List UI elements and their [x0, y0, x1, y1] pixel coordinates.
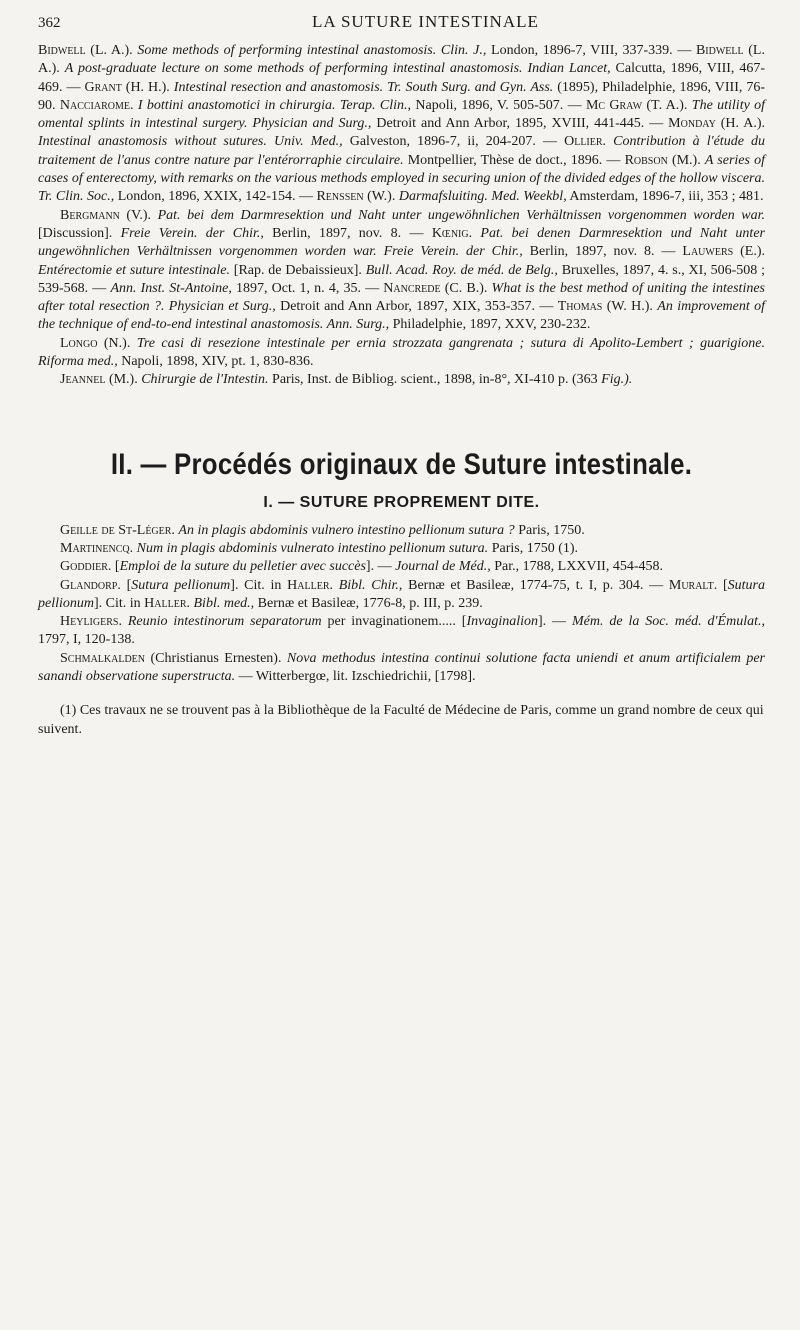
citation-text: Napoli, 1898, XIV, pt. 1, 830-836.: [117, 354, 314, 370]
author-name: Kœnig.: [431, 225, 473, 241]
author-name: Bidwell (L. A.).: [38, 43, 765, 77]
citation-text: [: [717, 577, 728, 593]
citation-text: Montpellier, Thèse de doct., 1896. —: [403, 152, 625, 168]
work-title: Fig.).: [601, 372, 633, 388]
bibliography-entry: [38, 335, 765, 372]
author-name: Glandorp.: [60, 577, 121, 593]
work-title: Bibl. med.,: [193, 595, 255, 611]
citation-text: Bruxelles, 1897, 4. s., XI, 506-508 ; 539-568. —: [38, 262, 765, 296]
bibliography-continued: [38, 42, 765, 390]
author-name: Thomas (W. H.).: [557, 299, 653, 315]
page-header: [38, 12, 765, 42]
author-name: Goddier.: [60, 559, 112, 575]
citation-text: ]. —: [538, 614, 572, 630]
bibliography-entry: [38, 371, 765, 389]
work-title: Intestinal anastomosis without sutures. Univ. Med.,: [38, 134, 343, 150]
work-title: Reunio intestinorum separatorum: [127, 614, 322, 630]
author-name: Renssen (W.).: [316, 189, 396, 205]
running-title: LA SUTURE INTESTINALE: [312, 12, 539, 31]
citation-text: Bernæ et Basileæ, 1776-8, p. III, p. 239.: [254, 595, 483, 611]
bibliography-entry: [38, 613, 765, 650]
author-name: Bergmann (V.).: [60, 207, 152, 223]
work-title: Bibl. Chir.,: [338, 577, 403, 593]
work-title: Num in plagis abdominis vulnerato intestino pellionum sutura.: [136, 540, 489, 556]
work-title: Mém. de la Soc. méd. d'Émulat.,: [571, 614, 765, 630]
work-title: Chirurgie de l'Intestin.: [141, 372, 269, 388]
work-title: Entérectomie et suture intestinale.: [38, 262, 230, 278]
citation-text: 1897, Oct. 1, n. 4, 35. —: [231, 280, 384, 296]
author-name: Martinencq.: [60, 540, 134, 556]
work-title: A post-graduate lecture on some methods of performing intestinal anastomosis. Indian Lancet,: [64, 61, 611, 77]
author-name: Lauwers (E.).: [682, 244, 765, 260]
bibliography-entry: [38, 522, 765, 540]
bibliography-entry: [38, 577, 765, 614]
citation-text: Detroit and Ann Arbor, 1897, XIX, 353-357. —: [275, 299, 558, 315]
subsection-title: I. — SUTURE PROPREMENT DITE.: [263, 493, 540, 511]
author-name: Robson (M.).: [624, 152, 701, 168]
author-name: Geille de St-Léger.: [60, 522, 175, 538]
citation-text: [: [111, 559, 120, 575]
work-title: Intestinal resection and anastomosis. Tr. South Surg. and Gyn. Ass.: [173, 79, 554, 95]
citation-text: ]. —: [365, 559, 396, 575]
author-name: Nacciarome.: [59, 97, 134, 113]
work-title: Pat. bei dem Darmresektion und Naht unter ungewöhnlichen Verhältnissen vorgenommen worden war.: [157, 207, 765, 223]
work-title: An in plagis abdominis vulnero intestino pellionum sutura ?: [178, 522, 515, 538]
author-name: Bidwell (L. A.).: [38, 43, 133, 58]
citation-text: (1895), Philadelphie, 1896, VIII, 76-90.: [38, 79, 765, 113]
work-title: A series of cases of enterectomy, with remarks on the various methods employed in securing union of the divided edges of the hollow viscera. Tr. Clin. Soc.,: [38, 152, 765, 205]
work-title: Bull. Acad. Roy. de méd. de Belg.,: [365, 262, 558, 278]
footnote: (1) Ces travaux ne se trouvent pas à la Bibliothèque de la Faculté de Médecine de Paris, comme un grand nombre de ceux qui suivent.: [38, 703, 764, 737]
author-name: Grant (H. H.).: [84, 79, 170, 95]
citation-text: London, 1896-7, VIII, 337-339. —: [486, 43, 696, 58]
author-name: Haller.: [287, 577, 333, 593]
bibliography-entry: [38, 42, 765, 207]
citation-text: Detroit and Ann Arbor, 1895, XVIII, 441-445. —: [371, 116, 669, 132]
author-name: Heyligers.: [60, 614, 122, 630]
citation-text: ]. Cit. in: [230, 577, 288, 593]
citation-text: Berlin, 1897, nov. 8. —: [522, 244, 683, 260]
citation-text: Paris, 1750.: [514, 522, 585, 538]
work-title: Sutura pellionum: [131, 577, 231, 593]
citation-text: [Rap. de Debaissieux].: [229, 262, 366, 278]
author-name: Nancrede (C. B.).: [383, 280, 488, 296]
citation-text: [Discussion].: [38, 225, 121, 241]
citation-text: Calcutta, 1896, VIII, 467-469. —: [38, 61, 766, 95]
work-title: Freie Verein. der Chir.,: [120, 225, 264, 241]
work-title: Tre casi di resezione intestinale per ernia strozzata gangrenata ; sutura di Apolito-Lembert ; guarigione. Riforma med.,: [38, 335, 766, 370]
citation-text: — Witterbergœ, lit. Izschiedrichii, [1798].: [235, 669, 476, 685]
work-title: Journal de Méd.,: [395, 559, 491, 575]
citation-text: (Christianus Ernesten).: [145, 650, 287, 666]
citation-text: Napoli, 1896, V. 505-507. —: [411, 97, 586, 113]
citation-text: per invaginationem..... [: [321, 614, 467, 630]
work-title: An improvement of the technique of end-to-end intestinal anastomosis. Ann. Surg.,: [38, 299, 766, 333]
author-name: Muralt.: [668, 577, 718, 593]
bibliography-entry: [38, 558, 765, 576]
bibliography-entry: [38, 540, 765, 558]
work-title: Contribution à l'étude du traitement de l'anus contre nature par l'entérorraphie circulaire.: [38, 134, 766, 168]
citation-text: 1797, I, 120-138.: [38, 632, 135, 648]
author-name: Jeannel (M.).: [60, 372, 138, 388]
citation-text: Par., 1788, LXXVII, 454-458.: [490, 559, 664, 575]
section-title: II. — Procédés originaux de Suture intestinale.: [110, 447, 693, 481]
work-title: Invaginalion: [466, 614, 538, 630]
citation-text: Paris, Inst. de Bibliog. scient., 1898, in-8°, XI-410 p. (363: [268, 372, 602, 388]
citation-text: [: [120, 577, 132, 593]
work-title: Sutura pellionum: [38, 577, 765, 611]
citation-text: Philadelphie, 1897, XXV, 230-232.: [389, 317, 591, 333]
work-title: Emploi de la suture du pelletier avec succès: [119, 559, 366, 575]
page-number: 362: [38, 15, 61, 31]
author-name: Longo (N.).: [60, 335, 131, 351]
citation-text: Berlin, 1897, nov. 8. —: [263, 225, 432, 241]
citation-text: Galveston, 1896-7, ii, 204-207. —: [342, 134, 565, 150]
bibliography-entry: [38, 207, 765, 335]
citation-text: Paris, 1750 (1).: [488, 540, 579, 556]
work-title: Pat. bei denen Darmresektion und Naht unter ungewöhnlichen Verhältnissen vorgenommen worden war. Freie Verein. der Chir.,: [38, 225, 765, 260]
citation-text: Bernæ et Basileæ, 1774-75, t. I, p. 304. —: [402, 577, 669, 593]
author-name: Monday (H. A.).: [668, 116, 765, 132]
work-title: Nova methodus intestina continui solutione facta uniendi et anum artificialem per sanandi observatione superstructa.: [38, 650, 765, 685]
work-title: Ann. Inst. St-Antoine,: [110, 280, 232, 296]
citation-text: Amsterdam, 1896-7, iii, 353 ; 481.: [566, 189, 764, 205]
citation-text: London, 1896, XXIX, 142-154. —: [114, 189, 317, 205]
bibliography-entry: [38, 650, 765, 687]
author-name: Ollier.: [564, 134, 607, 150]
work-title: The utility of omental splints in intestinal surgery. Physician and Surg.,: [38, 97, 766, 132]
work-title: Some methods of performing intestinal anastomosis. Clin. J.,: [137, 43, 487, 58]
book-page: [38, 12, 765, 739]
author-name: Schmalkalden: [60, 650, 146, 666]
work-title: I bottini anastomotici in chirurgia. Terap. Clin.,: [137, 97, 412, 113]
author-name: Mc Graw (T. A.).: [585, 97, 688, 113]
bibliography-section: [38, 522, 765, 687]
citation-text: ]. Cit. in: [94, 595, 145, 611]
work-title: What is the best method of uniting the intestines after total resection ?. Physician et Surg.,: [38, 280, 765, 315]
work-title: Darmafsluiting. Med. Weekbl,: [398, 189, 567, 205]
author-name: Haller.: [144, 595, 190, 611]
